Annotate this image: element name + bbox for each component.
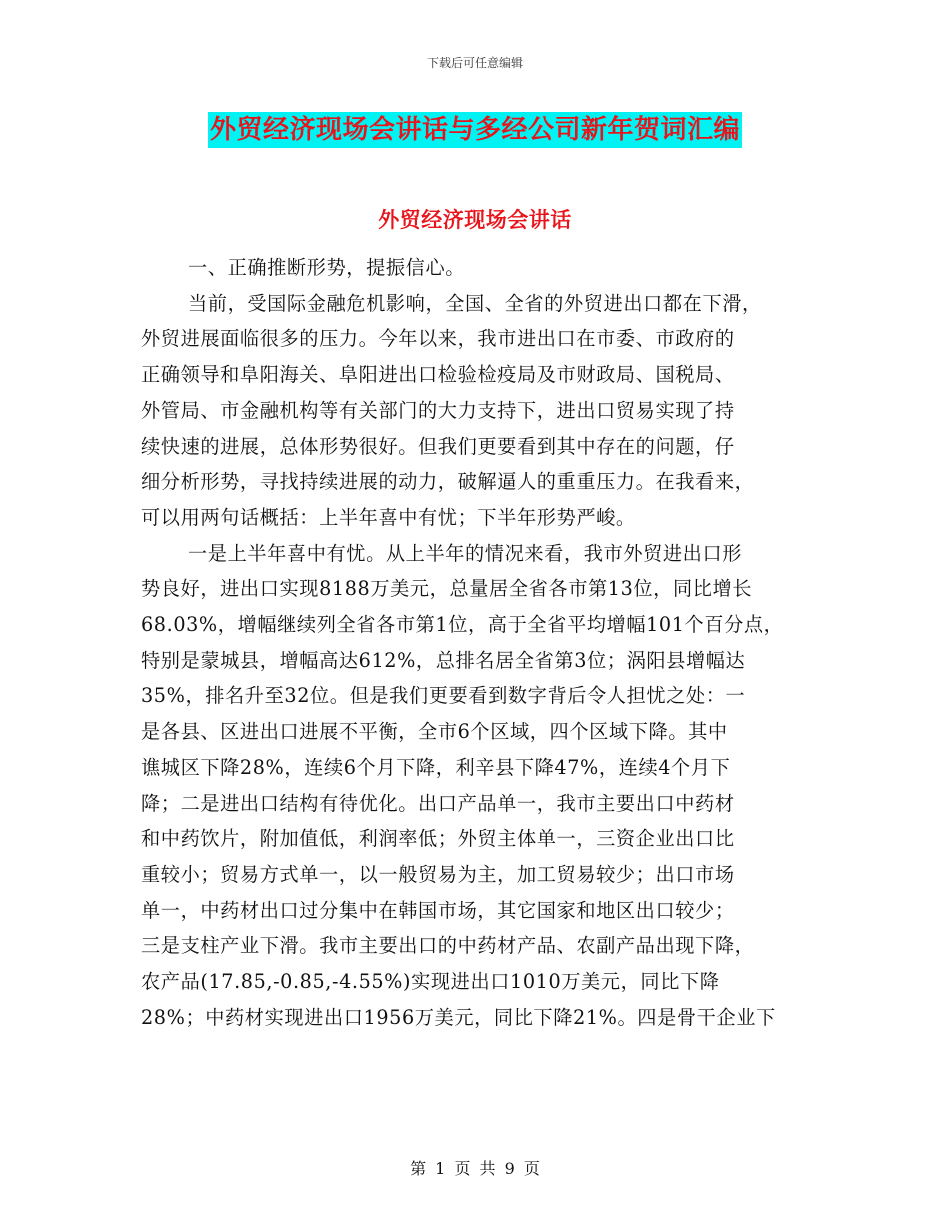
text-line: 降；二是进出口结构有待优化。出口产品单一，我市主要出口中药材 — [141, 791, 735, 815]
text-line: 68.03%，增幅继续列全省各市第1位，高于全省平均增幅101个百分点， — [141, 613, 784, 637]
text-line: 正确领导和阜阳海关、阜阳进出口检验检疫局及市财政局、国税局、 — [141, 363, 735, 387]
text-line: 重较小；贸易方式单一，以一般贸易为主，加工贸易较少；出口市场 — [141, 862, 735, 886]
text-line: 是各县、区进出口进展不平衡，全市6个区域，四个区域下降。其中 — [141, 720, 728, 744]
text-line: 三是支柱产业下滑。我市主要出口的中药材产品、农副产品出现下降， — [141, 934, 755, 958]
body-text — [141, 250, 821, 1035]
text-line: 谯城区下降28%，连续6个月下降，利辛县下降47%，连续4个月下 — [141, 755, 731, 779]
text-line: 续快速的进展，总体形势很好。但我们更要看到其中存在的问题，仔 — [141, 434, 735, 458]
text-line: 农产品(17.85,-0.85,-4.55%)实现进出口1010万美元，同比下降 — [141, 970, 720, 994]
section-title: 外贸经济现场会讲话 — [378, 207, 572, 232]
text-line: 可以用两句话概括：上半年喜中有忧；下半年形势严峻。 — [141, 505, 636, 529]
text-line: 势良好，进出口实现8188万美元，总量居全省各市第13位，同比增长 — [141, 577, 753, 601]
text-line: 细分析形势，寻找持续进展的动力，破解逼人的重重压力。在我看来， — [141, 470, 755, 494]
text-line: 单一，中药材出口过分集中在韩国市场，其它国家和地区出口较少； — [141, 898, 735, 922]
header-note: 下载后可任意编辑 — [426, 56, 523, 70]
text-line: 一是上半年喜中有忧。从上半年的情况来看，我市外贸进出口形 — [188, 541, 743, 565]
main-title-text: 外贸经济现场会讲话与多经公司新年贺词汇编 — [208, 112, 742, 148]
main-title — [0, 112, 950, 148]
text-line: 和中药饮片，附加值低，利润率低；外贸主体单一，三资企业出口比 — [141, 827, 735, 851]
text-line: 外管局、市金融机构等有关部门的大力支持下，进出口贸易实现了持 — [141, 398, 735, 422]
text-line: 35%，排名升至32位。但是我们更要看到数字背后令人担忧之处：一 — [141, 684, 746, 708]
text-line: 外贸进展面临很多的压力。今年以来，我市进出口在市委、市政府的 — [141, 327, 735, 351]
paragraph-heading: 一、正确推断形势，提振信心。 — [188, 256, 466, 279]
page-footer: 第 1 页 共 9 页 — [410, 1159, 540, 1178]
text-line: 特别是蒙城县，增幅高达612%，总排名居全省第3位；涡阳县增幅达 — [141, 648, 746, 672]
text-line: 28%；中药材实现进出口1956万美元，同比下降21%。四是骨干企业下 — [141, 1005, 776, 1029]
text-line: 当前，受国际金融危机影响，全国、全省的外贸进出口都在下滑， — [188, 291, 762, 315]
